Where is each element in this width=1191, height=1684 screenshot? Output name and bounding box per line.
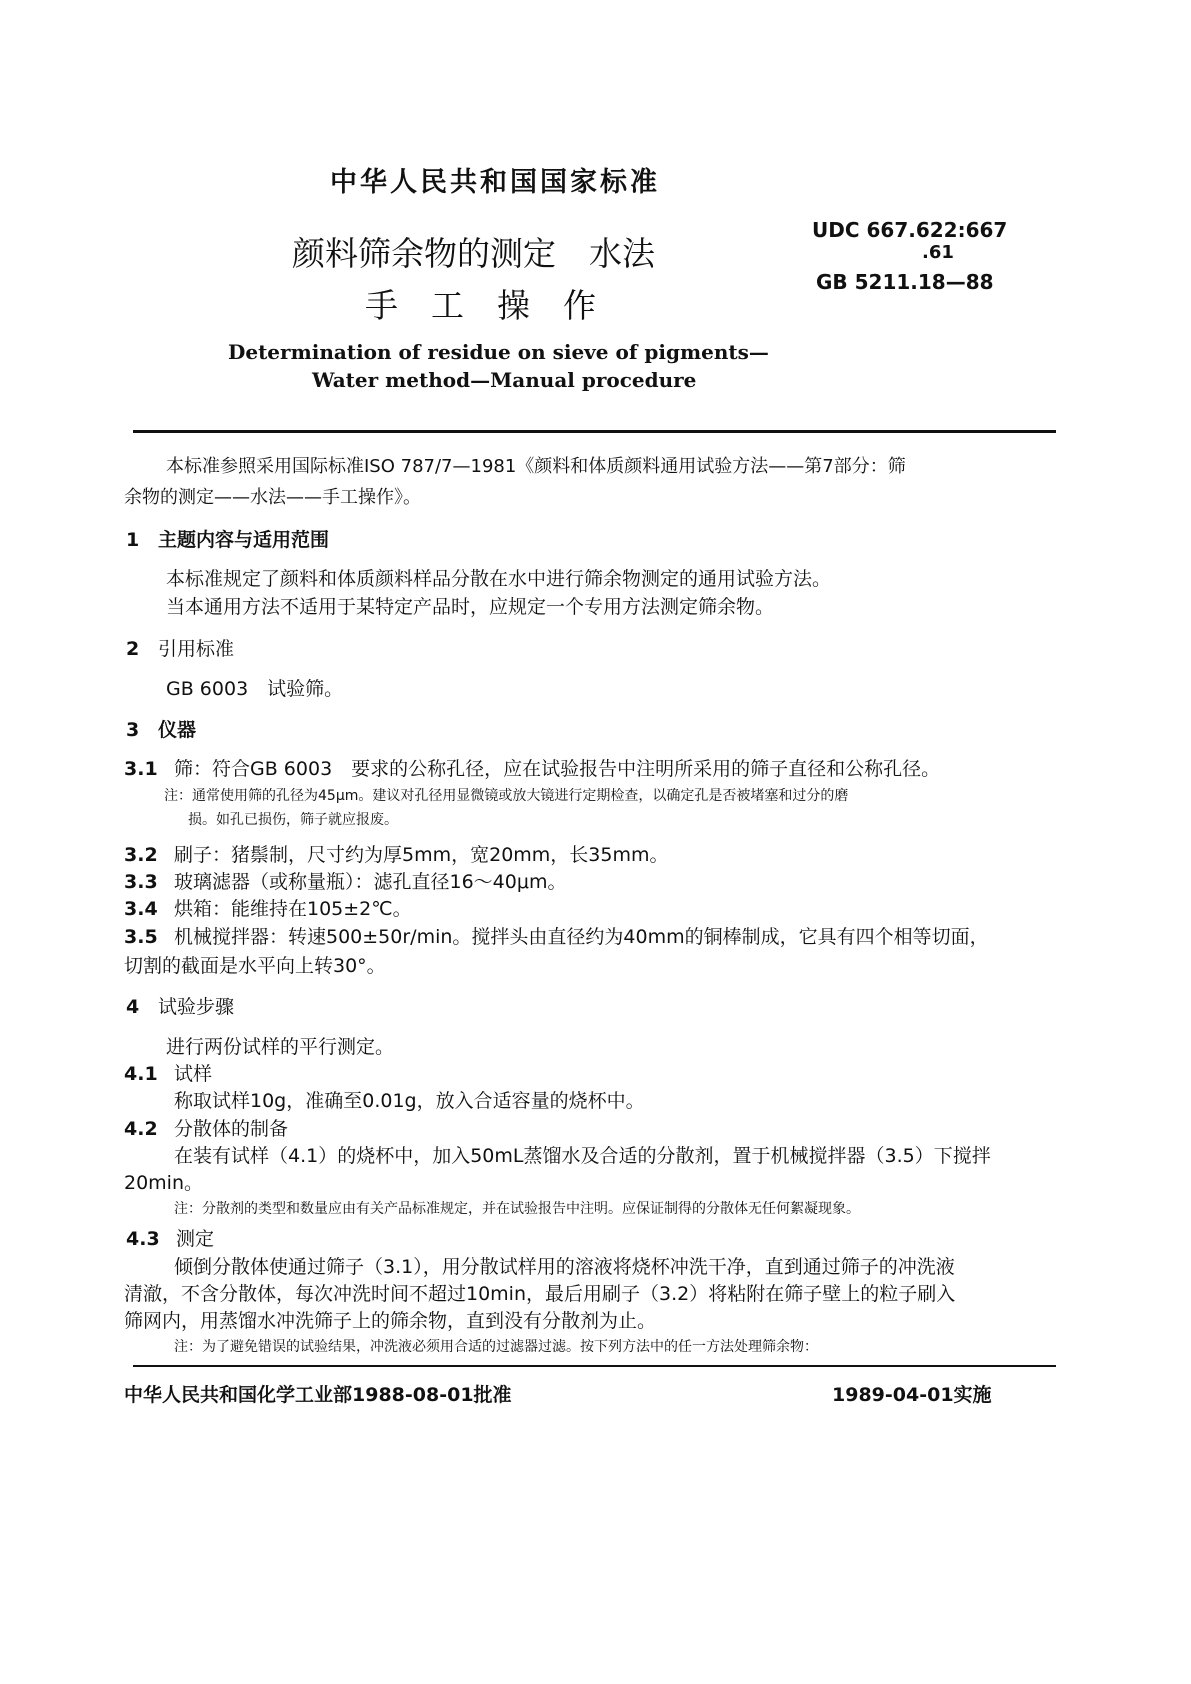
item-4-1-text: 称取试样10g，准确至0.01g，放入合适容量的烧杯中。 [174, 1090, 645, 1112]
item-title: 测定 [176, 1228, 215, 1250]
section-2-paragraph-1: GB 6003 试验筛。 [166, 678, 344, 700]
title-chinese-line2: 手 工 操 作 [365, 286, 596, 325]
item-3-1 [124, 756, 940, 782]
gb-code: GB 5211.18—88 [816, 270, 994, 294]
item-text: 烘箱：能维持在105±2℃。 [174, 898, 412, 920]
item-4-3-line2: 清澈，不含分散体，每次冲洗时间不超过10min，最后用刷子（3.2）将粘附在筛子壁上的粒子刷入 [124, 1283, 956, 1305]
item-4-3-heading [126, 1226, 214, 1252]
item-title: 试样 [174, 1063, 213, 1085]
header-divider [133, 430, 1056, 433]
item-text: 玻璃滤器（或称量瓶）：滤孔直径16～40μm。 [174, 871, 567, 893]
item-3-5-line2: 切割的截面是水平向上转30°。 [124, 955, 386, 977]
item-number: 3.1 [124, 758, 158, 780]
item-3-4 [124, 896, 412, 922]
footer-divider [133, 1365, 1056, 1367]
item-text: 筛：符合GB 6003 要求的公称孔径，应在试验报告中注明所采用的筛子直径和公称孔径。 [174, 758, 941, 780]
item-4-2-note: 注：分散剂的类型和数量应由有关产品标准规定，并在试验报告中注明。应保证制得的分散体无任何絮凝现象。 [174, 1201, 860, 1217]
item-4-2-heading [124, 1116, 288, 1142]
item-4-3-line1: 倾倒分散体使通过筛子（3.1），用分散试样用的溶液将烧杯冲洗干净，直到通过筛子的冲洗液 [174, 1256, 955, 1278]
item-number: 4.2 [124, 1118, 158, 1140]
section-2-heading [126, 636, 234, 662]
section-1-paragraph-2: 当本通用方法不适用于某特定产品时，应规定一个专用方法测定筛余物。 [166, 596, 775, 618]
item-3-3 [124, 869, 566, 895]
section-title: 仪器 [158, 719, 197, 741]
item-number: 3.4 [124, 898, 158, 920]
item-4-1-heading [124, 1061, 212, 1087]
intro-line1: 本标准参照采用国际标准ISO 787/7—1981《颜料和体质颜料通用试验方法——第7部分：筛 [166, 456, 906, 477]
section-1-heading [126, 527, 329, 553]
section-number: 3 [126, 719, 140, 741]
item-text: 机械搅拌器：转速500±50r/min。搅拌头由直径约为40mm的铜棒制成，它具有四个相等切面， [174, 926, 989, 948]
item-4-3-line3: 筛网内，用蒸馏水冲洗筛子上的筛余物，直到没有分散剂为止。 [124, 1310, 657, 1332]
item-4-2-line1: 在装有试样（4.1）的烧杯中，加入50mL蒸馏水及合适的分散剂，置于机械搅拌器（3.5）下搅拌 [174, 1145, 991, 1167]
item-number: 3.5 [124, 926, 158, 948]
title-chinese-line1: 颜料筛余物的测定 水法 [292, 234, 655, 273]
section-number: 4 [126, 996, 140, 1018]
item-3-1-note-line1: 注：通常使用筛的孔径为45μm。建议对孔径用显微镜或放大镜进行定期检查，以确定孔是否被堵塞和过分的磨 [164, 788, 849, 804]
item-number: 4.1 [124, 1063, 158, 1085]
section-4-paragraph-1: 进行两份试样的平行测定。 [166, 1036, 395, 1058]
item-title: 分散体的制备 [174, 1118, 289, 1140]
section-number: 1 [126, 529, 140, 551]
intro-line2: 余物的测定——水法——手工操作》。 [124, 487, 421, 508]
footer-approval: 中华人民共和国化学工业部1988-08-01批准 [124, 1384, 512, 1406]
item-4-2-line2: 20min。 [124, 1172, 204, 1194]
item-3-2 [124, 842, 669, 868]
title-english-line2: Water method—Manual procedure [312, 368, 697, 392]
item-number: 4.3 [126, 1228, 160, 1250]
item-4-3-note: 注：为了避免错误的试验结果，冲洗液必须用合适的过滤器过滤。按下列方法中的任一方法处理筛余物： [174, 1339, 818, 1355]
section-title: 主题内容与适用范围 [158, 529, 330, 551]
section-1-paragraph-1: 本标准规定了颜料和体质颜料样品分散在水中进行筛余物测定的通用试验方法。 [166, 568, 832, 590]
item-text: 刷子：猪鬃制，尺寸约为厚5mm，宽20mm，长35mm。 [174, 844, 669, 866]
section-3-heading [126, 717, 196, 743]
item-3-5-line1 [124, 924, 989, 950]
section-title: 引用标准 [158, 638, 235, 660]
section-title: 试验步骤 [158, 996, 235, 1018]
item-number: 3.3 [124, 871, 158, 893]
footer-implementation: 1989-04-01实施 [832, 1384, 992, 1406]
udc-code-line1: UDC 667.622:667 [812, 218, 1008, 242]
section-4-heading [126, 994, 234, 1020]
udc-code-line2: .61 [922, 242, 954, 263]
title-english-line1: Determination of residue on sieve of pigments— [228, 340, 769, 364]
national-standard-heading: 中华人民共和国国家标准 [330, 167, 660, 198]
item-3-1-note-line2: 损。如孔已损伤，筛子就应报废。 [188, 812, 398, 828]
section-number: 2 [126, 638, 140, 660]
item-number: 3.2 [124, 844, 158, 866]
